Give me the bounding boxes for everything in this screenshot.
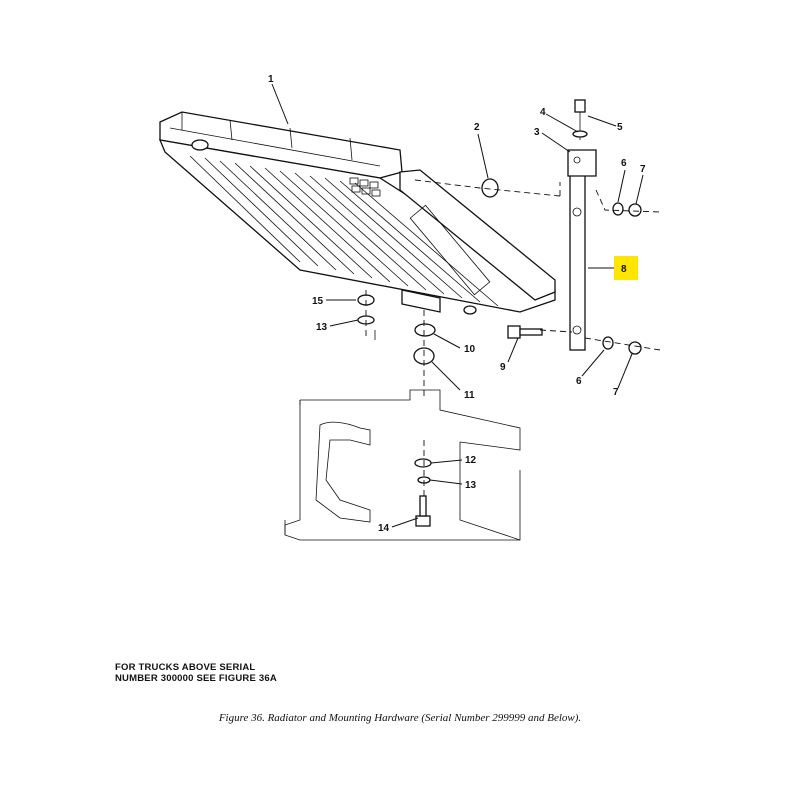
callout-9: 9	[500, 362, 506, 373]
callout-12: 12	[465, 455, 477, 466]
callout-15: 15	[312, 296, 324, 307]
figure-caption: Figure 36. Radiator and Mounting Hardware (Serial Number 299999 and Below).	[218, 712, 582, 724]
callout-3: 3	[534, 127, 540, 138]
radiator-support-rod	[568, 100, 596, 350]
callout-5: 5	[617, 122, 623, 133]
callout-4: 4	[540, 107, 546, 118]
callout-13-lower: 13	[465, 480, 477, 491]
callout-14: 14	[378, 523, 390, 534]
callout-7-upper: 7	[640, 164, 646, 175]
callout-8: 8	[621, 264, 627, 275]
callout-7-lower: 7	[613, 387, 619, 398]
serial-note-line-2: NUMBER 300000 SEE FIGURE 36A	[115, 673, 277, 684]
callout-2: 2	[474, 122, 480, 133]
callout-6-upper: 6	[621, 158, 627, 169]
radiator-assembly	[160, 112, 555, 314]
callout-13-upper: 13	[316, 322, 328, 333]
callout-11: 11	[464, 390, 475, 401]
serial-note	[115, 662, 277, 684]
callout-1: 1	[268, 74, 274, 85]
vehicle-frame	[285, 330, 520, 540]
callout-10: 10	[464, 344, 476, 355]
serial-note-line-1: FOR TRUCKS ABOVE SERIAL	[115, 662, 256, 673]
callout-6-lower: 6	[576, 376, 582, 387]
